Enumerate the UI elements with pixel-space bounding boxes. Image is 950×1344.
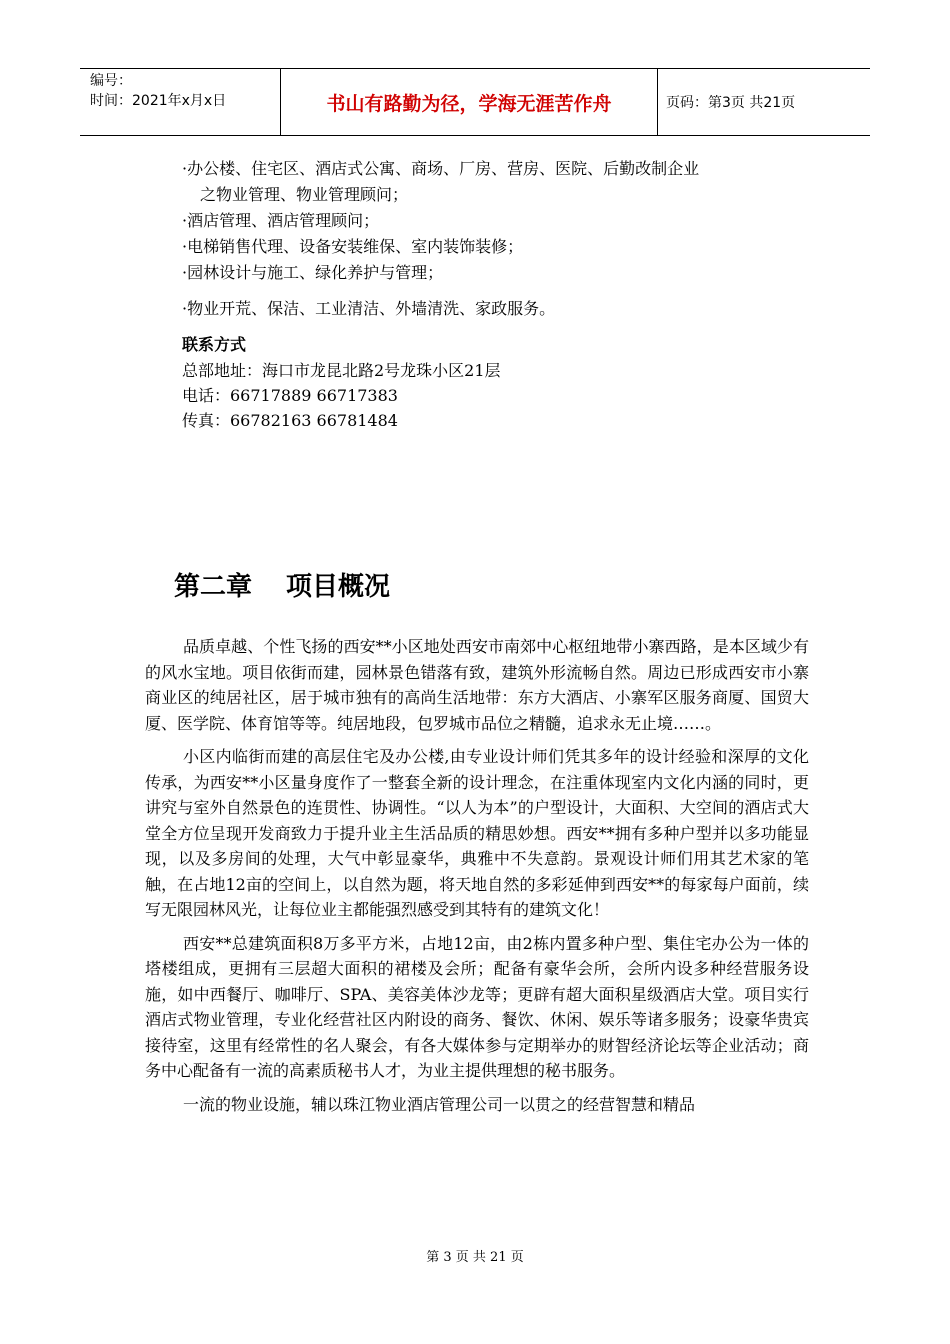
body-paragraph: 品质卓越、个性飞扬的西安**小区地处西安市南郊中心枢纽地带小寨西路，是本区域少有的风水宝地。项目依街而建，园林景色错落有致，建筑外形流畅自然。周边已形成西安市小寨商业区的纯居社区，居于城市独有的高尚生活地带：东方大酒店、小寨军区服务商厦、国贸大厦、医学院、体育馆等等。纯居地段，包罗城市品位之精髓，追求永无止境……。 bbox=[145, 637, 809, 733]
service-item: ·物业开荒、保洁、工业清洁、外墙清洗、家政服务。 bbox=[182, 299, 556, 318]
header-meta bbox=[80, 69, 280, 135]
services-section bbox=[182, 156, 808, 433]
service-item: ·办公楼、住宅区、酒店式公寓、商场、厂房、营房、医院、后勤改制企业 bbox=[182, 159, 700, 178]
contact-phone: 电话：66717889 66717383 bbox=[182, 386, 398, 405]
contact-heading: 联系方式 bbox=[182, 335, 247, 354]
header-motto: 书山有路勤为径，学海无涯苦作舟 bbox=[280, 69, 658, 135]
page-header bbox=[80, 68, 870, 136]
service-item-continuation: 之物业管理、物业管理顾问； bbox=[200, 185, 409, 204]
chapter-title: 项目概况 bbox=[286, 572, 391, 602]
contact-fax: 传真：66782163 66781484 bbox=[182, 411, 398, 430]
chapter-number: 第二章 bbox=[174, 572, 253, 602]
body-paragraph: 一流的物业设施，辅以珠江物业酒店管理公司一以贯之的经营智慧和精品 bbox=[183, 1094, 696, 1114]
chapter-body bbox=[145, 634, 809, 1125]
chapter-heading bbox=[174, 566, 390, 603]
service-item: ·电梯销售代理、设备安装维保、室内装饰装修； bbox=[182, 237, 524, 256]
doc-time-label: 时间：2021年x月x日 bbox=[90, 93, 227, 109]
body-paragraph: 小区内临街而建的高层住宅及办公楼,由专业设计师们凭其多年的设计经验和深厚的文化传承，为西安**小区量身度作了一整套全新的设计理念，在注重体现室内文化内涵的同时，更讲究与室外自然景色的连贯性、协调性。“以人为本”的户型设计，大面积、大空间的酒店式大堂全方位呈现开发商致力于提升业主生活品质的精思妙想。西安**拥有多种户型并以多功能显现，以及多房间的处理，大气中彰显豪华，典雅中不失意韵。景观设计师们用其艺术家的笔触，在占地12亩的空间上，以自然为题，将天地自然的多彩延伸到西安**的每家每户面前，续写无限园林风光，让每位业主都能强烈感受到其特有的建筑文化！ bbox=[145, 747, 809, 919]
service-item: ·酒店管理、酒店管理顾问； bbox=[182, 211, 380, 230]
header-page-info: 页码：第3页 共21页 bbox=[666, 95, 796, 111]
page-footer: 第 3 页 共 21 页 bbox=[426, 1250, 524, 1265]
contact-address: 总部地址：海口市龙昆北路2号龙珠小区21层 bbox=[182, 361, 501, 380]
body-paragraph: 西安**总建筑面积8万多平方米，占地12亩，由2栋内置多种户型、集住宅办公为一体的塔楼组成，更拥有三层超大面积的裙楼及会所；配备有豪华会所，会所内设多种经营服务设施，如中西餐厅、咖啡厅、SPA、美容美体沙龙等；更辟有超大面积星级酒店大堂。项目实行酒店式物业管理，专业化经营社区内附设的商务、餐饮、休闲、娱乐等诸多服务；设豪华贵宾接待室，这里有经常性的名人聚会，有各大媒体参与定期举办的财智经济论坛等企业活动；商务中心配备有一流的高素质秘书人才，为业主提供理想的秘书服务。 bbox=[145, 933, 809, 1080]
doc-number-label: 编号： bbox=[90, 73, 132, 89]
service-item: ·园林设计与施工、绿化养护与管理； bbox=[182, 263, 444, 282]
